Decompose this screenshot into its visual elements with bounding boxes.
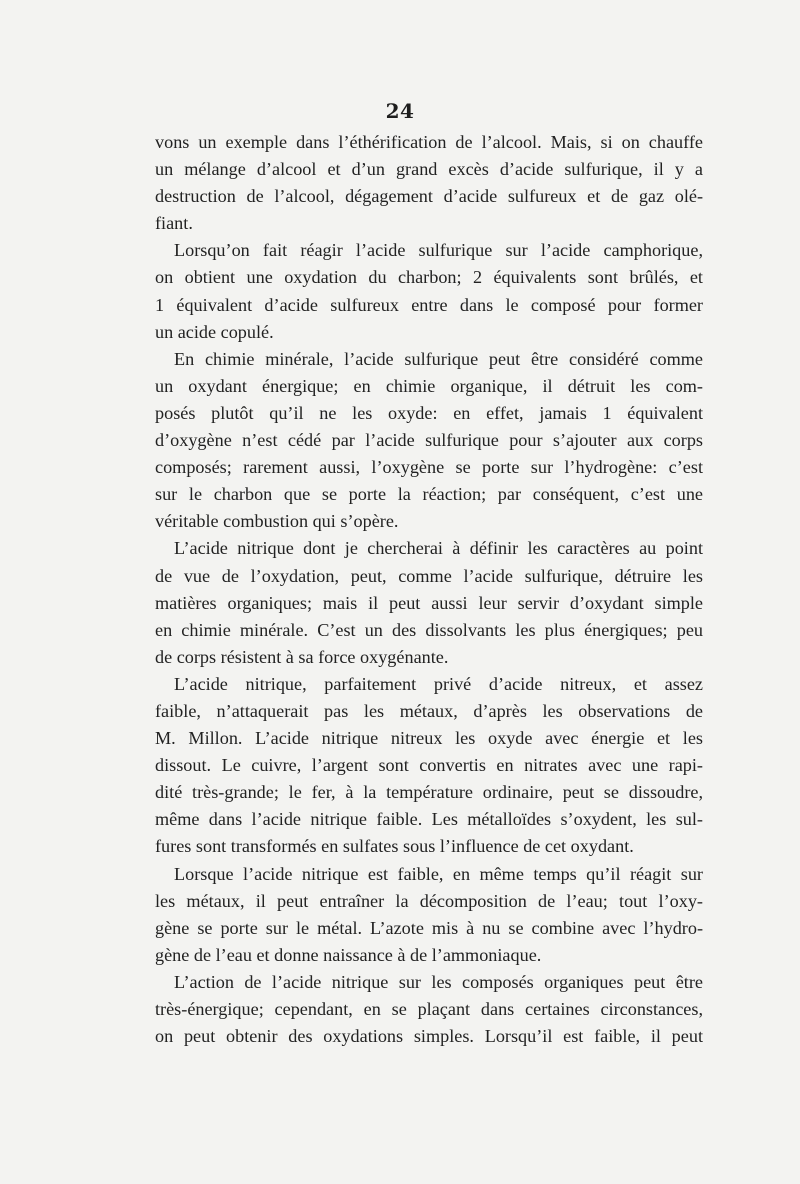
text-line: en chimie minérale. C’est un des dissolvants les plus énergiques; peu (155, 619, 703, 640)
text-line: fures sont transformés en sulfates sous l’influence de cet oxydant. (155, 836, 634, 857)
text-line: Lorsqu’on fait réagir l’acide sulfurique sur l’acide camphorique, (174, 240, 703, 261)
text-line: véritable combustion qui s’opère. (155, 511, 399, 532)
text-line: dité très-grande; le fer, à la température ordinaire, peut se dissoudre, (155, 782, 703, 803)
text-line: composés; rarement aussi, l’oxygène se porte sur l’hydrogène: c’est (155, 457, 703, 478)
text-line: d’oxygène n’est cédé par l’acide sulfurique pour s’ajouter aux corps (155, 430, 703, 451)
text-line: fiant. (155, 213, 193, 234)
paragraph (155, 969, 703, 1050)
text-line: sur le charbon que se porte la réaction; par conséquent, c’est une (155, 484, 703, 505)
text-line: 1 équivalent d’acide sulfureux entre dans le composé pour former (155, 294, 703, 315)
text-line: posés plutôt qu’il ne les oxyde: en effet, jamais 1 équivalent (155, 402, 703, 423)
paragraph (155, 535, 703, 670)
text-line: gène de l’eau et donne naissance à de l’ammoniaque. (155, 944, 542, 965)
text-line: En chimie minérale, l’acide sulfurique peut être considéré comme (174, 348, 703, 369)
text-line: on peut obtenir des oxydations simples. Lorsqu’il est faible, il peut (155, 1026, 703, 1047)
text-line: un acide copulé. (155, 321, 274, 342)
text-line: un oxydant énergique; en chimie organique, il détruit les com- (155, 375, 703, 396)
text-line: de vue de l’oxydation, peut, comme l’acide sulfurique, détruire les (155, 565, 703, 586)
text-line: même dans l’acide nitrique faible. Les métalloïdes s’oxydent, les sul- (155, 809, 703, 830)
text-line: M. Millon. L’acide nitrique nitreux les oxyde avec énergie et les (155, 728, 703, 749)
text-line: L’acide nitrique, parfaitement privé d’acide nitreux, et assez (174, 673, 703, 694)
text-line: L’acide nitrique dont je chercherai à définir les caractères au point (174, 538, 703, 559)
text-line: L’action de l’acide nitrique sur les composés organiques peut être (174, 971, 703, 992)
paragraph (155, 861, 703, 969)
paragraph (155, 671, 703, 861)
paragraph (155, 346, 703, 536)
text-line: destruction de l’alcool, dégagement d’acide sulfureux et de gaz olé- (155, 186, 703, 207)
text-line: de corps résistent à sa force oxygénante. (155, 646, 449, 667)
text-line: dissout. Le cuivre, l’argent sont convertis en nitrates avec une rapi- (155, 755, 703, 776)
text-line: vons un exemple dans l’éthérification de l’alcool. Mais, si on chauffe (155, 132, 703, 152)
text-line: un mélange d’alcool et d’un grand excès d’acide sulfurique, il y a (155, 159, 703, 180)
paragraph (155, 237, 703, 345)
text-line: très-énergique; cependant, en se plaçant dans certaines circonstances, (155, 999, 703, 1019)
body-text (155, 129, 703, 1050)
page-number: 24 (385, 99, 415, 123)
text-line: matières organiques; mais il peut aussi leur servir d’oxydant simple (155, 592, 703, 613)
text-line: on obtient une oxydation du charbon; 2 équivalents sont brûlés, et (155, 267, 703, 288)
text-line: les métaux, il peut entraîner la décomposition de l’eau; tout l’oxy- (155, 890, 703, 911)
text-line: Lorsque l’acide nitrique est faible, en même temps qu’il réagit sur (174, 863, 703, 884)
text-line: gène se porte sur le métal. L’azote mis à nu se combine avec l’hydro- (155, 917, 703, 938)
paragraph (155, 129, 703, 237)
text-line: faible, n’attaquerait pas les métaux, d’après les observations de (155, 700, 703, 721)
